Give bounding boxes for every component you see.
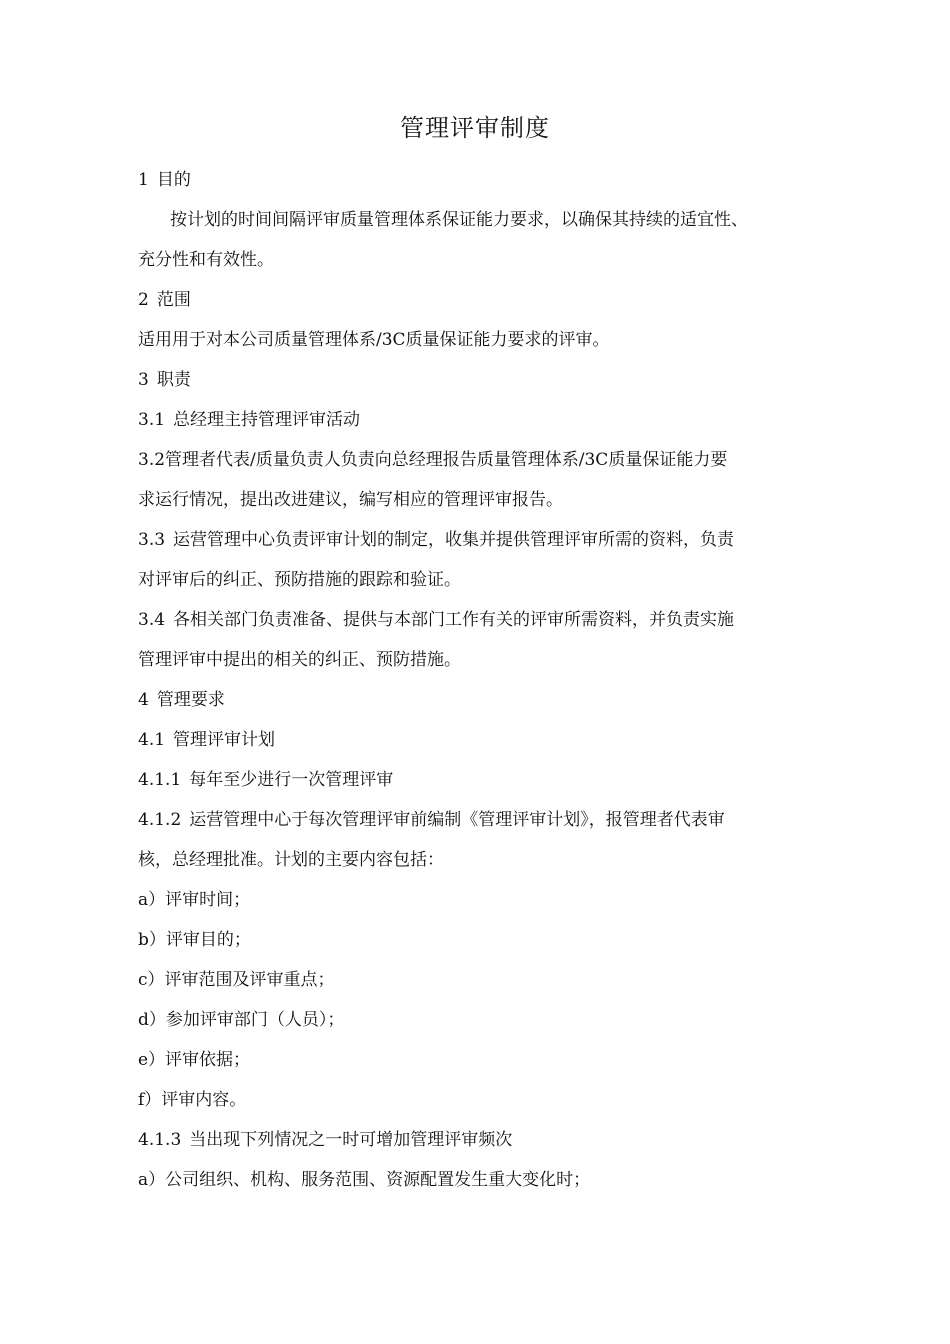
paragraph-line xyxy=(138,240,814,280)
section-number: 3.3 xyxy=(138,530,166,550)
paragraph-line xyxy=(138,1040,814,1080)
line-text: 3.2管理者代表/质量负责人负责向总经理报告质量管理体系/3C质量保证能力要 xyxy=(138,450,728,470)
paragraph-line xyxy=(138,960,814,1000)
line-text: 按计划的时间间隔评审质量管理体系保证能力要求，以确保其持续的适宜性、 xyxy=(170,210,748,230)
line-text: 目的 xyxy=(156,170,191,190)
line-text: e）评审依据； xyxy=(138,1050,251,1070)
paragraph-line xyxy=(138,320,814,360)
paragraph-line xyxy=(138,920,814,960)
line-text: 核，总经理批准。计划的主要内容包括： xyxy=(138,850,444,870)
paragraph-line xyxy=(138,720,814,760)
line-text: 充分性和有效性。 xyxy=(138,250,274,270)
paragraph-line xyxy=(138,480,814,520)
section-number: 4.1.2 xyxy=(138,810,182,830)
paragraph-line xyxy=(138,600,814,640)
paragraph-line xyxy=(138,560,814,600)
paragraph-line xyxy=(138,880,814,920)
section-number: 3 xyxy=(138,370,149,390)
section-number: 4.1 xyxy=(138,730,166,750)
line-text: 管理评审计划 xyxy=(173,730,276,750)
document-body xyxy=(138,160,814,1200)
line-text: a）公司组织、机构、服务范围、资源配置发生重大变化时； xyxy=(138,1170,591,1190)
paragraph-line xyxy=(138,640,814,680)
paragraph-line xyxy=(138,520,814,560)
paragraph-line xyxy=(138,1160,814,1200)
section-number: 3.1 xyxy=(138,410,166,430)
line-text: d）参加评审部门（人员）； xyxy=(138,1010,345,1030)
line-text: c）评审范围及评审重点； xyxy=(138,970,335,990)
line-text: 适用用于对本公司质量管理体系/3C质量保证能力要求的评审。 xyxy=(138,330,610,350)
section-number: 1 xyxy=(138,170,149,190)
section-number: 4.1.1 xyxy=(138,770,182,790)
line-text: b）评审目的； xyxy=(138,930,251,950)
line-text: 总经理主持管理评审活动 xyxy=(173,410,361,430)
line-text: 求运行情况，提出改进建议，编写相应的管理评审报告。 xyxy=(138,490,563,510)
paragraph-line xyxy=(138,400,814,440)
line-text: 各相关部门负责准备、提供与本部门工作有关的评审所需资料，并负责实施 xyxy=(173,610,735,630)
paragraph-line xyxy=(138,200,814,240)
paragraph-line xyxy=(138,1080,814,1120)
paragraph-line xyxy=(138,1120,814,1160)
paragraph-line xyxy=(138,280,814,320)
paragraph-line xyxy=(138,360,814,400)
line-text: 当出现下列情况之一时可增加管理评审频次 xyxy=(189,1130,513,1150)
line-text: 运营管理中心负责评审计划的制定，收集并提供管理评审所需的资料，负责 xyxy=(173,530,735,550)
section-number: 3.4 xyxy=(138,610,166,630)
paragraph-line xyxy=(138,160,814,200)
paragraph-line xyxy=(138,440,814,480)
line-text: 范围 xyxy=(156,290,191,310)
line-text: 管理评审中提出的相关的纠正、预防措施。 xyxy=(138,650,461,670)
paragraph-line xyxy=(138,760,814,800)
line-text: 职责 xyxy=(156,370,191,390)
line-text: 对评审后的纠正、预防措施的跟踪和验证。 xyxy=(138,570,461,590)
paragraph-line xyxy=(138,840,814,880)
line-text: a）评审时间； xyxy=(138,890,251,910)
line-text: 每年至少进行一次管理评审 xyxy=(189,770,394,790)
section-number: 4 xyxy=(138,690,149,710)
paragraph-line xyxy=(138,800,814,840)
line-text: 管理要求 xyxy=(156,690,225,710)
section-number: 4.1.3 xyxy=(138,1130,182,1150)
line-text: f）评审内容。 xyxy=(138,1090,247,1110)
paragraph-line xyxy=(138,1000,814,1040)
section-number: 2 xyxy=(138,290,149,310)
document-title: 管理评审制度 xyxy=(400,114,550,142)
line-text: 运营管理中心于每次管理评审前编制《管理评审计划》，报管理者代表审 xyxy=(189,810,725,830)
paragraph-line xyxy=(138,680,814,720)
